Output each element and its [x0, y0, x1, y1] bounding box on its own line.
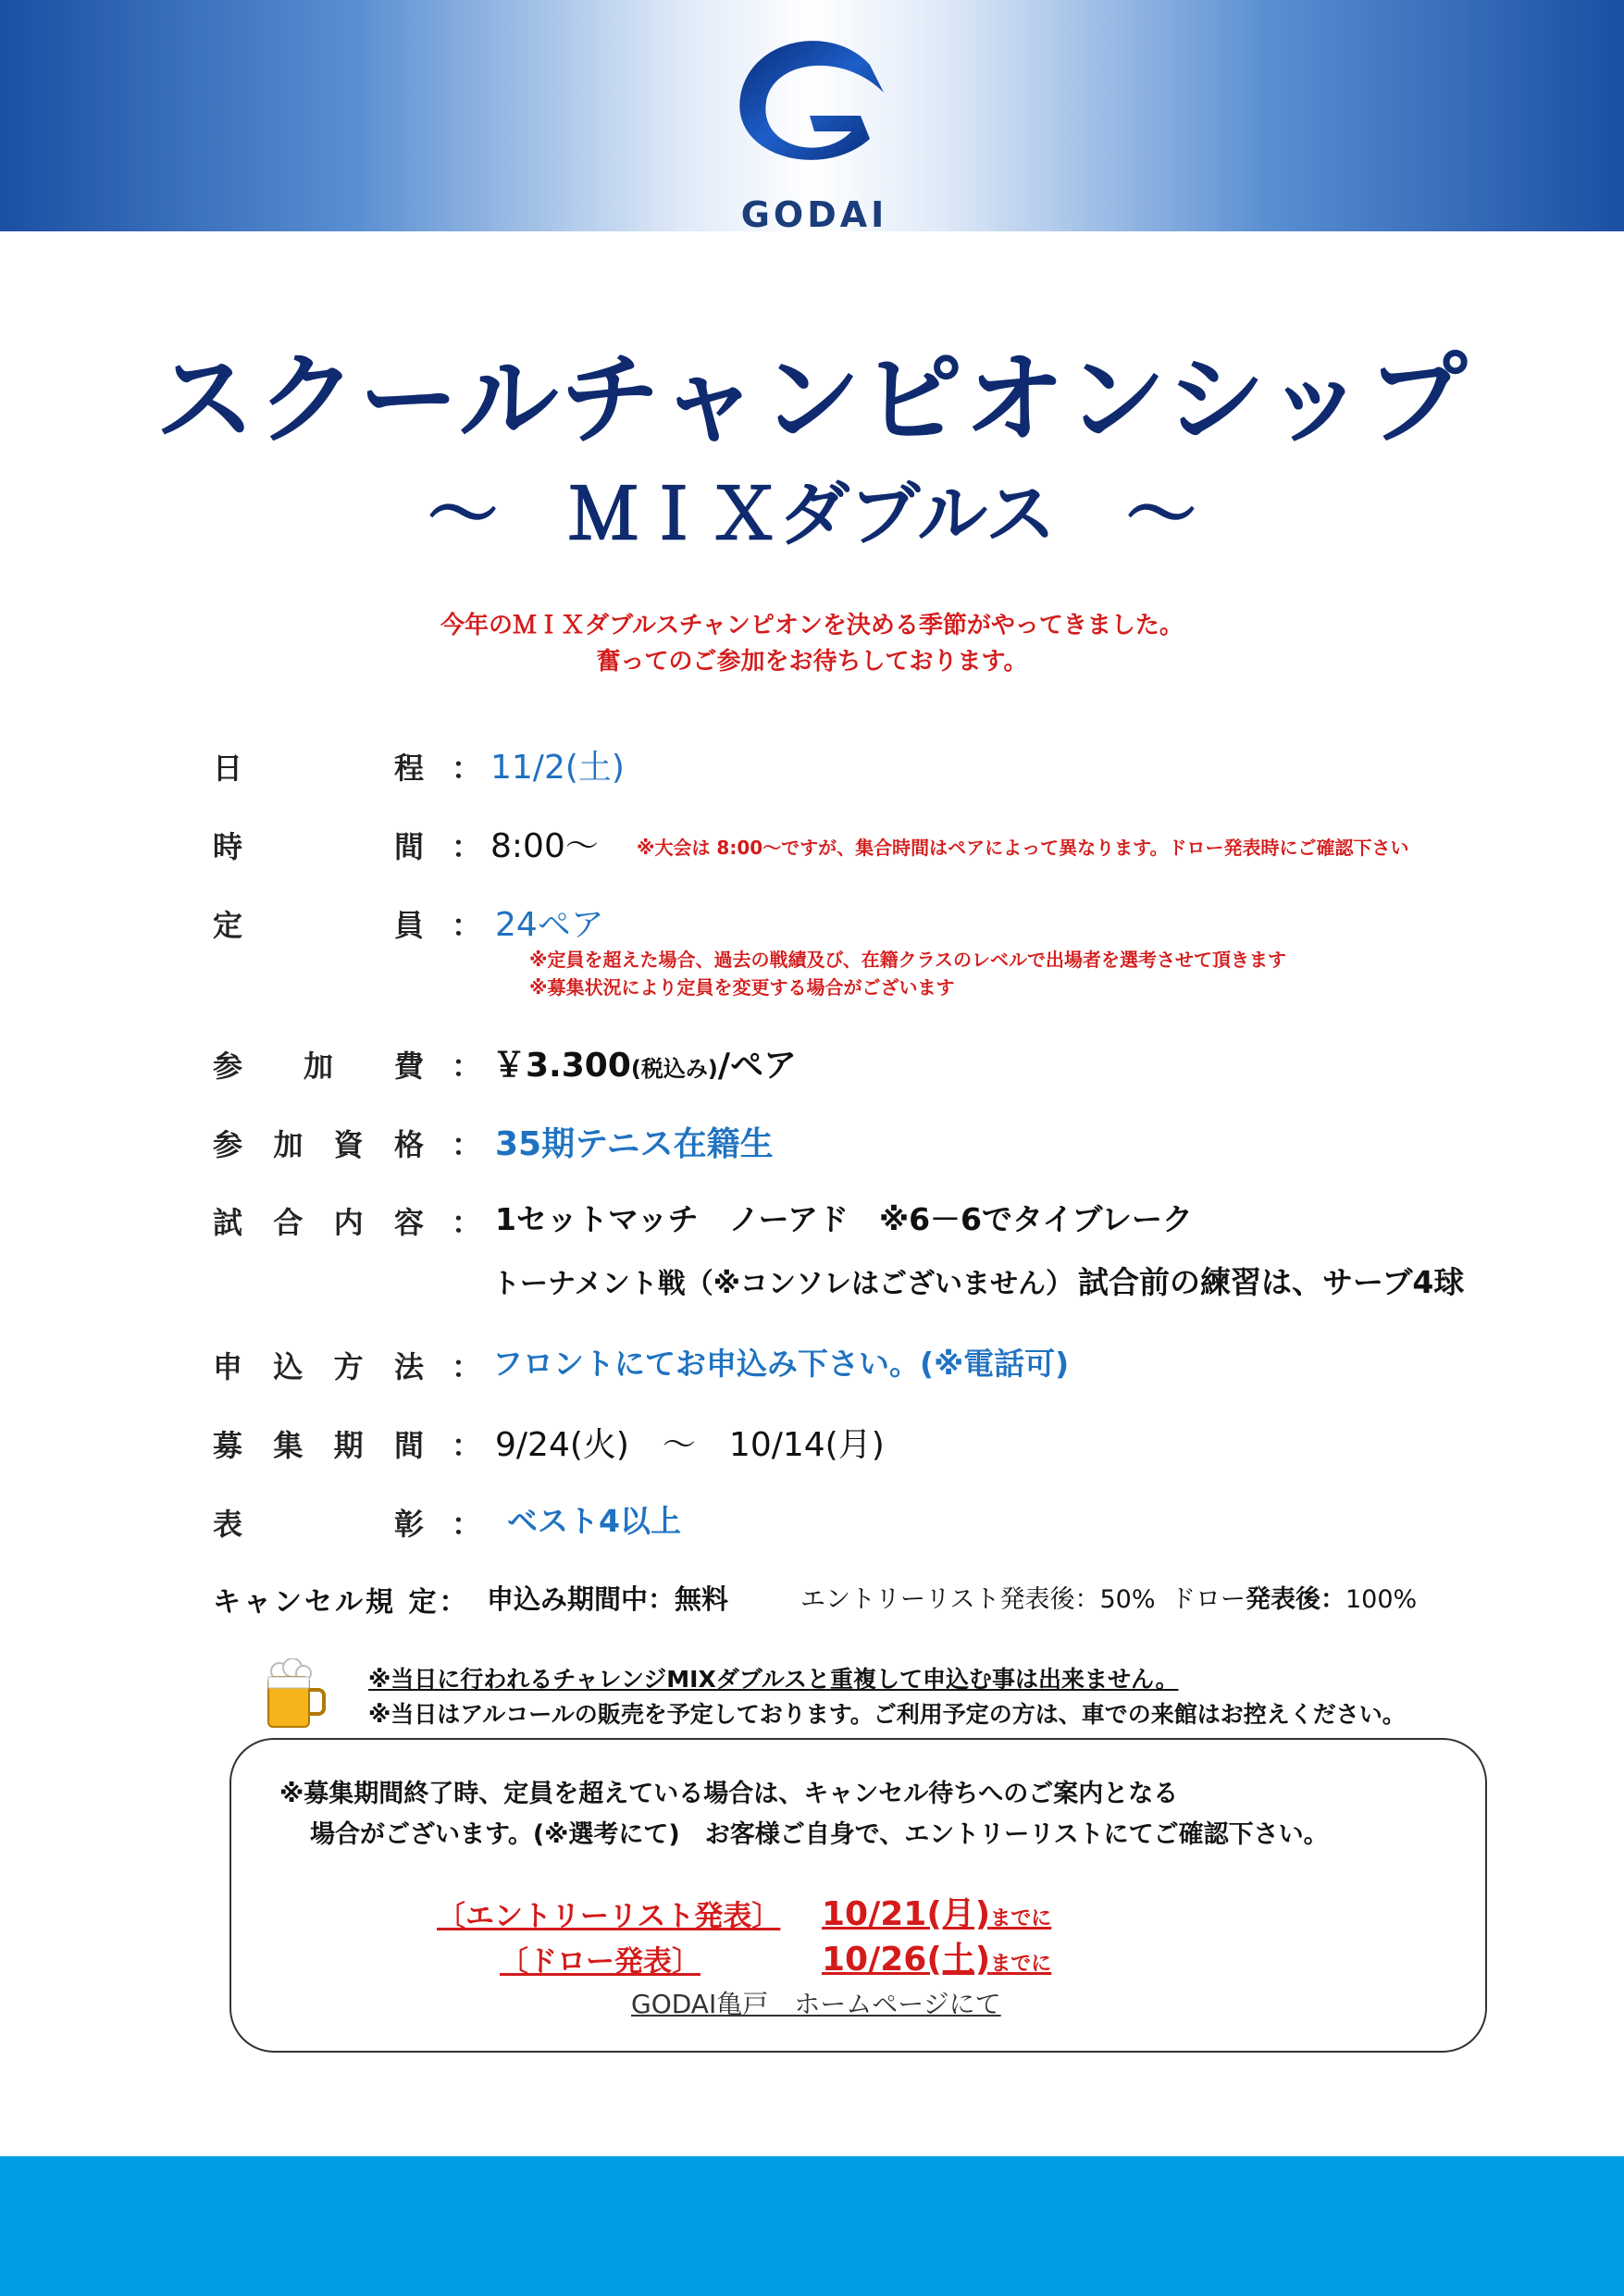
label-char: 間: [393, 1428, 424, 1463]
capacity-value: 24ペア: [495, 906, 604, 944]
label-char: 彰: [393, 1507, 424, 1542]
colon: ：: [452, 1127, 482, 1162]
colon: ：: [452, 829, 482, 864]
label-char: 試: [213, 1205, 243, 1240]
label-char: 期: [333, 1428, 364, 1463]
cancel-after-entry-label: エントリーリスト発表後：: [800, 1585, 1100, 1614]
notice-line-2: 場合がございます。(※選考にて) お客様ご自身で、エントリーリストにてご確認下さい。: [310, 1820, 1329, 1849]
cancel-free: 申込み期間中：無料: [487, 1583, 729, 1615]
notice-box: [229, 1738, 1487, 2053]
label-char: 程: [393, 751, 424, 786]
label-char: 内: [333, 1205, 364, 1240]
beer-mug-icon: [261, 1658, 326, 1732]
page-subtitle: ～ ＭＩＸダブルス ～: [428, 473, 1196, 555]
content-value-2b: 試合前の練習は、サーブ4球: [1078, 1264, 1465, 1300]
alert-line-1: ※当日に行われるチャレンジMIXダブルスと重複して申込む事は出来ません。: [368, 1666, 1179, 1693]
label-char: 込: [273, 1349, 304, 1384]
label-char: 間: [393, 829, 424, 864]
draw-date: [822, 1933, 1051, 1980]
intro-line-2: 奮ってのご参加をお待ちしております。: [596, 648, 1028, 676]
detail-label: [213, 1501, 424, 1544]
label-char: 費: [393, 1049, 424, 1084]
page-title: スクールチャンピオンシップ: [155, 342, 1469, 458]
intro-line-1: 今年のＭＩＸダブルスチャンピオンを決める季節がやってきました。: [440, 612, 1184, 639]
colon: ：: [452, 1507, 482, 1542]
entry-list-suffix: までに: [990, 1907, 1052, 1930]
content-value-2a: トーナメント戦（※コンソレはございません）: [492, 1268, 1073, 1300]
cancel-after-draw-rate: 100%: [1345, 1585, 1418, 1614]
label-char: 時: [213, 829, 243, 864]
label-char: 員: [393, 908, 424, 943]
detail-label: [213, 902, 424, 945]
draw-suffix: までに: [990, 1953, 1052, 1976]
cancel-label: キャンセル規 定：: [213, 1586, 470, 1619]
fee-unit: /ペア: [717, 1047, 797, 1085]
footer-band: [0, 2156, 1624, 2296]
colon: ：: [452, 1349, 482, 1384]
detail-label: [213, 745, 424, 788]
capacity-note-1: ※定員を超えた場合、過去の戦績及び、在籍クラスのレベルで出場者を選考させて頂きます: [529, 949, 1287, 971]
cancel-after-entry-rate: 50%: [1099, 1585, 1156, 1614]
time-note: ※大会は 8:00～ですが、集合時間はペアによって異なります。ドロー発表時にご確認下さい: [637, 837, 1409, 859]
fee-value: [492, 1039, 797, 1086]
alert-line-2: ※当日はアルコールの販売を予定しております。ご利用予定の方は、車での来館はお控えください。: [368, 1701, 1406, 1728]
detail-label: [213, 1344, 424, 1386]
label-char: 表: [213, 1507, 243, 1542]
logo-text: GODAI: [740, 194, 888, 235]
draw-label: 〔ドロー発表〕: [500, 1945, 700, 1979]
notice-line-1: ※募集期間終了時、定員を超えている場合は、キャンセル待ちへのご案内となる: [279, 1780, 1179, 1808]
colon: ：: [452, 908, 482, 943]
colon: ：: [452, 1428, 482, 1463]
homepage-note: GODAI亀戸 ホームページにて: [631, 1989, 1001, 2019]
label-char: 加: [303, 1049, 333, 1084]
detail-label: [213, 1199, 424, 1242]
label-char: 資: [333, 1127, 364, 1162]
date-value: 11/2(土): [490, 749, 625, 787]
period-value: 9/24(火) ～ 10/14(月): [495, 1426, 885, 1464]
label-char: 募: [213, 1428, 243, 1463]
award-value: ベスト4以上: [507, 1503, 681, 1539]
label-char: 参: [213, 1049, 243, 1084]
label-char: 格: [393, 1127, 424, 1162]
header-banner: [0, 0, 1624, 235]
apply-value: フロントにてお申込み下さい。(※電話可): [492, 1346, 1070, 1382]
label-char: 法: [393, 1349, 424, 1384]
entry-list-date: [822, 1888, 1051, 1935]
label-char: 方: [333, 1349, 364, 1384]
detail-label: [213, 1122, 424, 1164]
draw-date-value: 10/26(土): [822, 1941, 991, 1979]
label-char: 加: [273, 1127, 304, 1162]
label-char: 日: [213, 751, 243, 786]
colon: ：: [452, 751, 482, 786]
label-char: 容: [393, 1205, 424, 1240]
detail-label: [213, 824, 424, 866]
detail-label: [213, 1422, 424, 1465]
time-value: 8:00～: [490, 827, 599, 865]
label-char: 参: [213, 1127, 243, 1162]
cancel-after-entry: [800, 1579, 1155, 1615]
content-value-1: 1セットマッチ ノーアド ※6－6でタイブレーク: [495, 1201, 1194, 1237]
godai-g-swoosh-logo: [722, 28, 907, 194]
label-char: 集: [273, 1428, 304, 1463]
eligibility-value: 35期テニス在籍生: [495, 1125, 774, 1163]
cancel-after-draw-label: 発表後：: [1246, 1585, 1345, 1614]
colon: ：: [452, 1049, 482, 1084]
cancel-after-draw-prefix: ドロー: [1171, 1585, 1246, 1614]
fee-amount: ￥3.300: [492, 1047, 631, 1085]
colon: ：: [452, 1205, 482, 1240]
label-char: 合: [273, 1205, 304, 1240]
capacity-note-2: ※募集状況により定員を変更する場合がございます: [529, 976, 955, 999]
entry-list-date-value: 10/21(月): [822, 1895, 991, 1933]
label-char: 定: [213, 908, 243, 943]
entry-list-label: 〔エントリーリスト発表〕: [437, 1900, 781, 1933]
godai-logo: [703, 28, 925, 235]
detail-label: [213, 1043, 424, 1086]
fee-tax-note: (税込み): [630, 1056, 718, 1082]
cancel-after-draw: [1171, 1579, 1417, 1615]
label-char: 申: [213, 1349, 243, 1384]
